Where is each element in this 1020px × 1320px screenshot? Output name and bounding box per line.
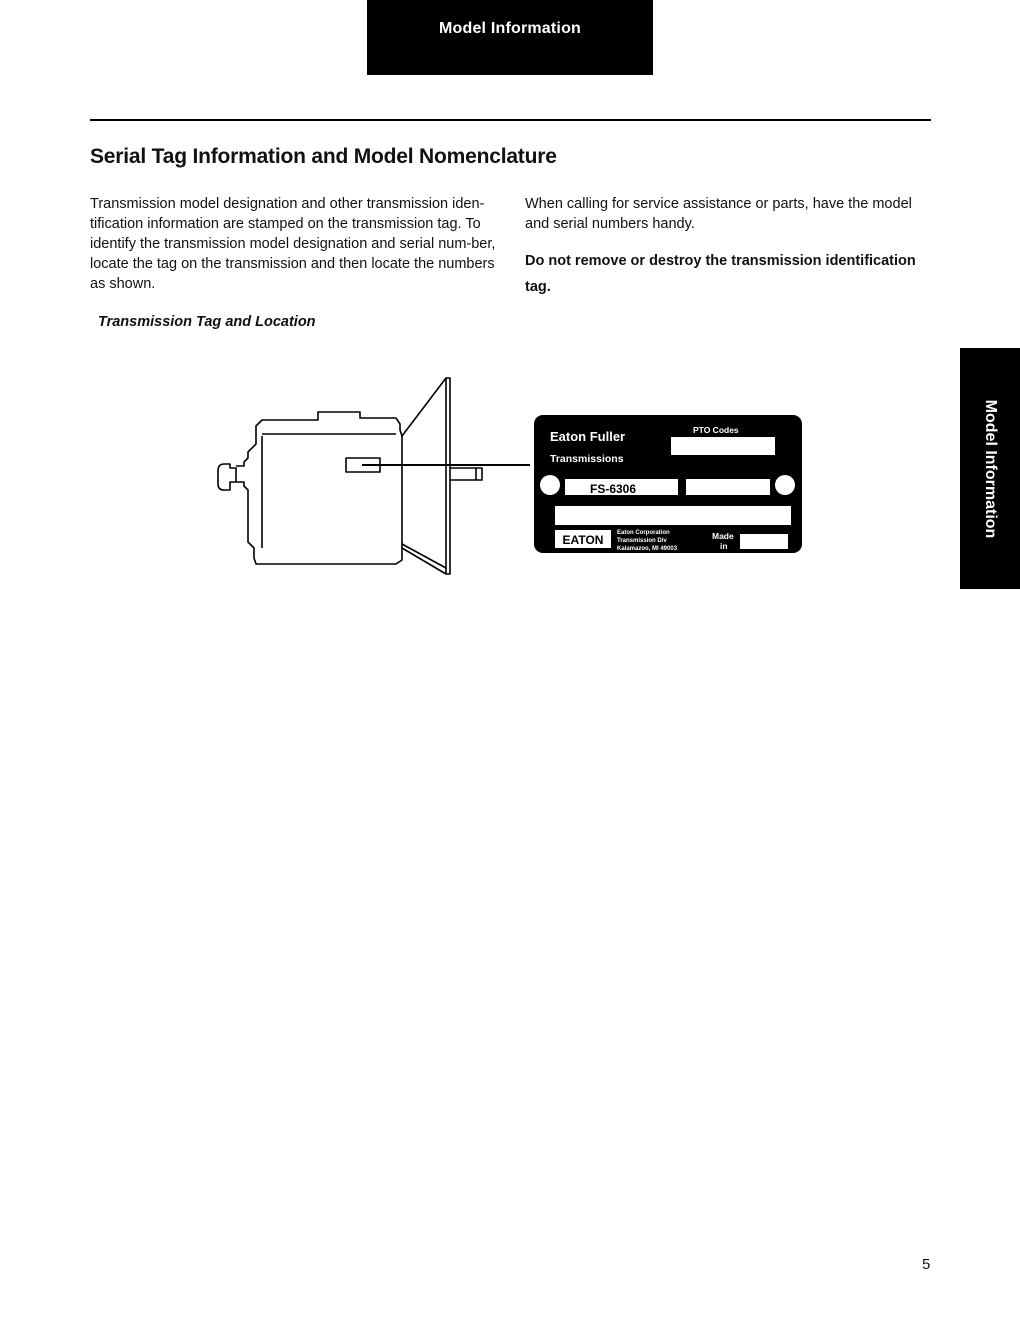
header-section-tab (367, 0, 653, 75)
tag-model-value: FS-6306 (590, 482, 637, 496)
side-tab-label: Model Information (982, 399, 999, 538)
tag-corp-line3: Kalamazoo, MI 49003 (617, 546, 678, 552)
tag-pto-label: PTO Codes (693, 425, 739, 435)
side-section-tab (960, 348, 1020, 589)
tag-pto-field (671, 437, 775, 455)
tag-made-line1: Made (712, 531, 734, 541)
tag-serial-field (686, 479, 770, 495)
tag-rivet-right (775, 475, 795, 495)
header-rule (90, 119, 931, 121)
figure-caption: Transmission Tag and Location (98, 314, 316, 330)
eaton-logo: EATON (562, 533, 604, 547)
serial-tag-plate (534, 415, 802, 553)
tag-corp-line2: Transmission Div (617, 538, 667, 544)
transmission-tag-figure (210, 372, 810, 582)
service-paragraph: When calling for service assistance or parts, have the model and serial numbers handy. (525, 196, 912, 232)
tag-brand: Eaton Fuller (550, 429, 626, 444)
tag-long-field (555, 506, 791, 525)
tag-corp-line1: Eaton Corporation (617, 530, 670, 536)
left-column (90, 194, 505, 294)
tag-made-line2: in (720, 541, 728, 551)
tag-made-in-field (740, 534, 788, 549)
right-column (525, 194, 925, 300)
section-title: Serial Tag Information and Model Nomenclature (90, 145, 557, 168)
tag-subtitle: Transmissions (550, 453, 624, 465)
header-tab-label: Model Information (438, 20, 582, 37)
page-number: 5 (922, 1256, 931, 1273)
warning-note: Do not remove or destroy the transmission identification tag. (525, 253, 916, 295)
tag-rivet-left (540, 475, 560, 495)
intro-paragraph: Transmission model designation and other transmission iden-tification information are stamped on the transmission tag. To identify the transmission model designation and serial num-ber, locate the tag on the transmission and then locate the numbers as shown. (90, 196, 496, 292)
transmission-drawing (218, 378, 482, 574)
